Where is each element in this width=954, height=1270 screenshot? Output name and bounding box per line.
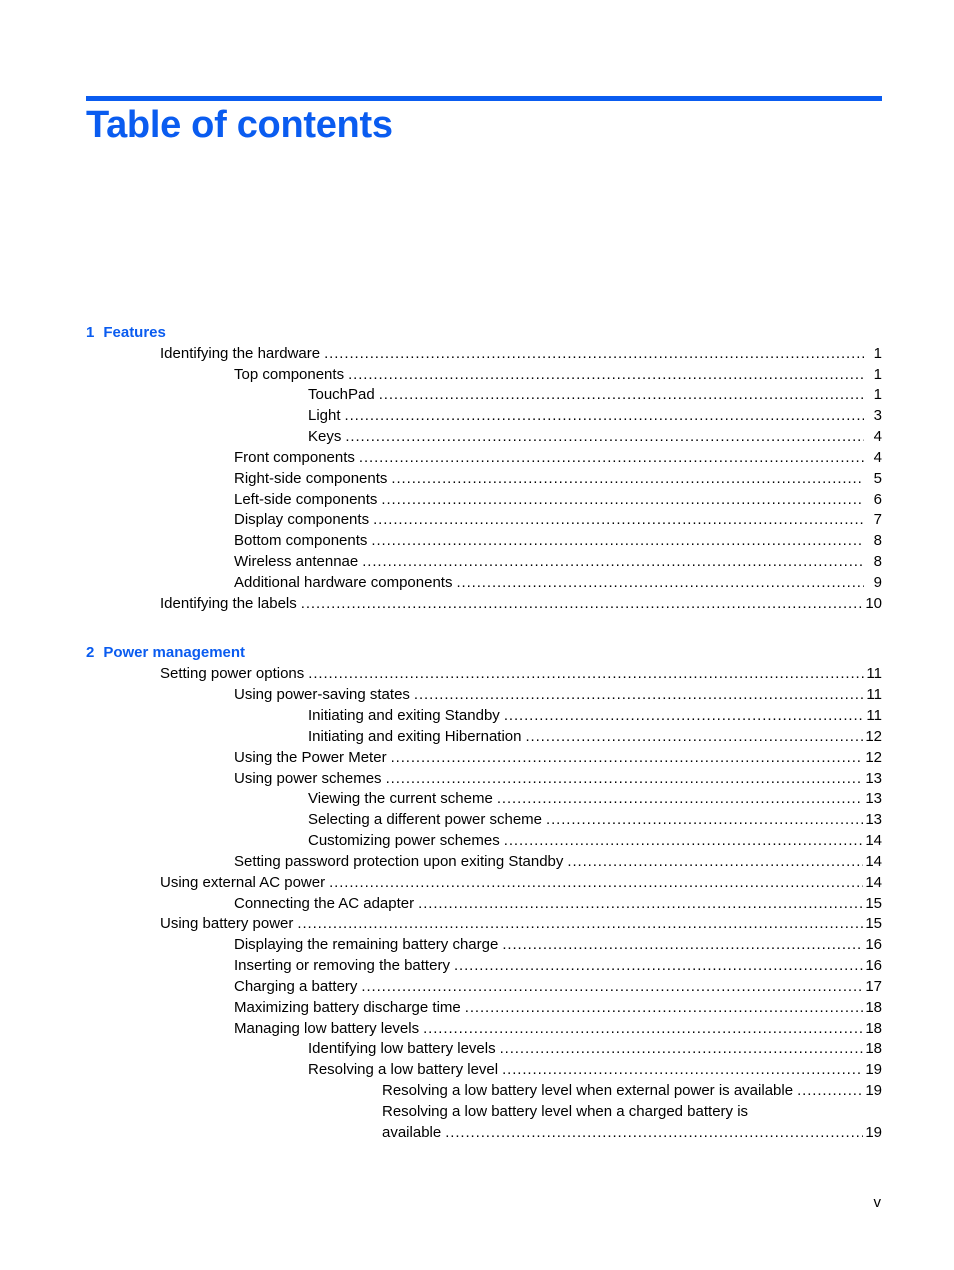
toc-entry-page: 11 [866, 707, 882, 724]
dot-leader [379, 386, 864, 404]
toc-entry-viewing-the-current-scheme[interactable] [308, 790, 882, 808]
toc-entry-page: 18 [865, 1040, 882, 1057]
dot-leader [423, 1020, 863, 1038]
toc-entry-title: Additional hardware components [234, 574, 453, 591]
toc-entry-page: 11 [866, 686, 882, 703]
toc-entry-using-the-power-meter[interactable] [234, 749, 882, 767]
toc-entry-title: Wireless antennae [234, 553, 359, 570]
toc-entry-page: 8 [873, 553, 882, 570]
toc-entry-page: 11 [866, 665, 882, 682]
dot-leader [391, 470, 864, 488]
toc-entry-title: Viewing the current scheme [308, 790, 493, 807]
dot-leader [504, 707, 864, 725]
toc-entry-title: Using power-saving states [234, 686, 410, 703]
toc-entry-page: 12 [865, 728, 882, 745]
toc-entry-initiating-and-exiting-standby[interactable] [308, 707, 882, 725]
dot-leader [308, 665, 864, 683]
toc-entry-title: Customizing power schemes [308, 832, 500, 849]
toc-entry-title: Resolving a low battery level when external power is available [382, 1082, 794, 1099]
toc-entry-title: Maximizing battery discharge time [234, 999, 461, 1016]
dot-leader [381, 491, 864, 509]
toc-entry-page: 12 [865, 749, 882, 766]
toc-entry-using-external-ac-power[interactable] [160, 874, 882, 892]
chapter-title: Features [103, 324, 166, 341]
toc-entry-customizing-power-schemes[interactable] [308, 832, 882, 850]
dot-leader [348, 366, 864, 384]
dot-leader [546, 811, 863, 829]
toc-entry-title: Left-side components [234, 491, 378, 508]
dot-leader [361, 978, 863, 996]
dot-leader [386, 770, 864, 788]
dot-leader [567, 853, 863, 871]
dot-leader [500, 1040, 864, 1058]
toc-entry-title: Keys [308, 428, 342, 445]
toc-entry-page: 3 [873, 407, 882, 424]
toc-entry-page: 14 [865, 853, 882, 870]
dot-leader [797, 1082, 863, 1100]
dot-leader [297, 915, 863, 933]
toc-entry-right-side-components[interactable] [234, 470, 882, 488]
toc-entry-page: 19 [865, 1082, 882, 1099]
toc-entry-title: Setting password protection upon exiting Standby [234, 853, 564, 870]
toc-entry-title: Resolving a low battery level [308, 1061, 499, 1078]
dot-leader [414, 686, 864, 704]
toc-entry-page: 9 [873, 574, 882, 591]
toc-entry-bottom-components[interactable] [234, 532, 882, 550]
toc-entry-page: 17 [865, 978, 882, 995]
chapter-heading-power-management[interactable] [86, 644, 245, 662]
toc-entry-title: Using the Power Meter [234, 749, 387, 766]
toc-entry-using-power-saving-states[interactable] [234, 686, 882, 704]
dot-leader [456, 574, 864, 592]
chapter-heading-features[interactable] [86, 324, 166, 342]
toc-entry-title: Initiating and exiting Standby [308, 707, 500, 724]
toc-entry-title: Right-side components [234, 470, 388, 487]
toc-entry-title: Setting power options [160, 665, 305, 682]
toc-entry-page: 13 [865, 790, 882, 807]
toc-entry-wireless-antennae[interactable] [234, 553, 882, 571]
dot-leader [445, 1124, 863, 1142]
toc-entry-page: 14 [865, 874, 882, 891]
toc-entry-inserting-or-removing-the-battery[interactable] [234, 957, 882, 975]
toc-entry-identifying-low-battery-levels[interactable] [308, 1040, 882, 1058]
dot-leader [373, 511, 864, 529]
chapter-title: Power management [103, 644, 246, 661]
toc-entry-title: Front components [234, 449, 355, 466]
toc-entry-setting-password-protection[interactable] [234, 853, 882, 871]
toc-entry-front-components[interactable] [234, 449, 882, 467]
toc-entry-title: Identifying the hardware [160, 345, 321, 362]
toc-entry-page: 8 [873, 532, 882, 549]
toc-entry-page: 15 [865, 915, 882, 932]
toc-entry-title: Charging a battery [234, 978, 358, 995]
toc-entry-maximizing-battery-discharge-time[interactable] [234, 999, 882, 1017]
toc-entry-using-power-schemes[interactable] [234, 770, 882, 788]
toc-entry-left-side-components[interactable] [234, 491, 882, 509]
toc-entry-title: Resolving a low battery level when a charged battery is [382, 1103, 749, 1120]
toc-entry-title: Display components [234, 511, 370, 528]
toc-entry-using-battery-power[interactable] [160, 915, 882, 933]
toc-entry-title: Identifying low battery levels [308, 1040, 496, 1057]
toc-entry-page: 13 [865, 770, 882, 787]
toc-entry-title: Using external AC power [160, 874, 326, 891]
toc-entry-title: Connecting the AC adapter [234, 895, 415, 912]
toc-entry-page: 18 [865, 1020, 882, 1037]
toc-entry-title: Using power schemes [234, 770, 382, 787]
toc-entry-resolving-when-charged-battery-line1[interactable] [382, 1103, 882, 1121]
dot-leader [301, 595, 864, 613]
toc-entry-title: Managing low battery levels [234, 1020, 420, 1037]
page-title: Table of contents [86, 104, 393, 146]
toc-entry-title: Top components [234, 366, 345, 383]
toc-entry-page: 18 [865, 999, 882, 1016]
dot-leader [345, 407, 864, 425]
toc-entry-page: 16 [865, 936, 882, 953]
dot-leader [391, 749, 864, 767]
dot-leader [454, 957, 863, 975]
toc-entry-page: 15 [865, 895, 882, 912]
toc-entry-top-components[interactable] [234, 366, 882, 384]
toc-entry-page: 6 [873, 491, 882, 508]
toc-entry-page: 4 [873, 449, 882, 466]
toc-entry-page: 14 [865, 832, 882, 849]
toc-entry-setting-power-options[interactable] [160, 665, 882, 683]
dot-leader [324, 345, 864, 363]
toc-entry-keys[interactable] [308, 428, 882, 446]
toc-entry-additional-hardware-components[interactable] [234, 574, 882, 592]
dot-leader [502, 936, 863, 954]
toc-entry-touchpad[interactable] [308, 386, 882, 404]
dot-leader [504, 832, 864, 850]
page-number: v [873, 1194, 881, 1211]
dot-leader [329, 874, 863, 892]
toc-entry-title: Selecting a different power scheme [308, 811, 543, 828]
dot-leader [525, 728, 863, 746]
toc-entry-page: 5 [873, 470, 882, 487]
dot-leader [345, 428, 864, 446]
chapter-number: 2 [86, 644, 95, 661]
chapter-number: 1 [86, 324, 95, 341]
toc-entry-page: 16 [865, 957, 882, 974]
toc-entry-resolving-a-low-battery-level[interactable] [308, 1061, 882, 1079]
toc-entry-page: 1 [873, 366, 882, 383]
toc-entry-title: Bottom components [234, 532, 368, 549]
toc-entry-identifying-the-labels[interactable] [160, 595, 882, 613]
toc-entry-title: Inserting or removing the battery [234, 957, 450, 974]
toc-entry-identifying-the-hardware[interactable] [160, 345, 882, 363]
toc-entry-selecting-a-different-power-scheme[interactable] [308, 811, 882, 829]
toc-entry-initiating-and-exiting-hibernation[interactable] [308, 728, 882, 746]
toc-entry-displaying-the-remaining-battery-charge[interactable] [234, 936, 882, 954]
toc-entry-connecting-the-ac-adapter[interactable] [234, 895, 882, 913]
toc-entry-resolving-when-external-power-available[interactable] [382, 1082, 882, 1100]
dot-leader [502, 1061, 863, 1079]
dot-leader [497, 790, 863, 808]
toc-entry-title-continued: available [382, 1124, 442, 1141]
toc-entry-title: Light [308, 407, 341, 424]
toc-entry-light[interactable] [308, 407, 882, 425]
toc-entry-title: TouchPad [308, 386, 375, 403]
toc-entry-resolving-when-charged-battery-line2[interactable] [382, 1124, 882, 1142]
toc-entry-charging-a-battery[interactable] [234, 978, 882, 996]
toc-entry-managing-low-battery-levels[interactable] [234, 1020, 882, 1038]
dot-leader [362, 553, 864, 571]
dot-leader [418, 895, 863, 913]
toc-entry-title: Using battery power [160, 915, 294, 932]
toc-entry-title: Identifying the labels [160, 595, 297, 612]
dot-leader [465, 999, 864, 1017]
toc-entry-page: 13 [865, 811, 882, 828]
toc-entry-page: 10 [865, 595, 882, 612]
toc-entry-title: Initiating and exiting Hibernation [308, 728, 522, 745]
toc-entry-title: Displaying the remaining battery charge [234, 936, 499, 953]
toc-entry-page: 4 [873, 428, 882, 445]
dot-leader [371, 532, 864, 550]
toc-entry-display-components[interactable] [234, 511, 882, 529]
toc-entry-page: 1 [873, 386, 882, 403]
toc-entry-page: 19 [865, 1061, 882, 1078]
dot-leader [359, 449, 864, 467]
toc-entry-page: 7 [873, 511, 882, 528]
toc-entry-page: 19 [865, 1124, 882, 1141]
toc-entry-page: 1 [873, 345, 882, 362]
